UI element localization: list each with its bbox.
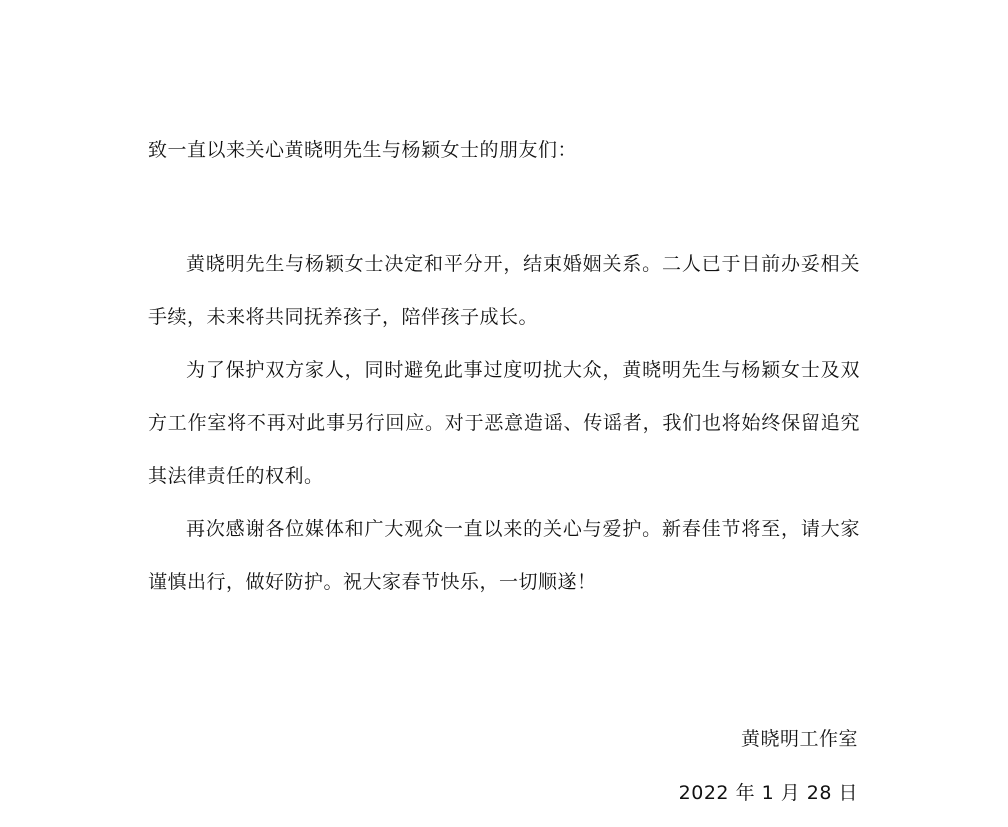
paragraph-1: 黄晓明先生与杨颖女士决定和平分开，结束婚姻关系。二人已于日前办妥相关手续，未来将共同抚养孩子，陪伴孩子成长。 xyxy=(148,253,860,328)
salutation: 致一直以来关心黄晓明先生与杨颖女士的朋友们： xyxy=(148,139,578,161)
signature-date: 2022 年 1 月 28 日 xyxy=(678,782,858,804)
signature-name: 黄晓明工作室 xyxy=(740,728,858,750)
letter-paragraphs xyxy=(148,238,860,609)
paragraph-2: 为了保护双方家人，同时避免此事过度叨扰大众，黄晓明先生与杨颖女士及双方工作室将不再对此事另行回应。对于恶意造谣、传谣者，我们也将始终保留追究其法律责任的权利。 xyxy=(148,359,860,487)
paragraph-3: 再次感谢各位媒体和广大观众一直以来的关心与爱护。新春佳节将至，请大家谨慎出行，做好防护。祝大家春节快乐，一切顺遂！ xyxy=(148,518,860,593)
letter-body xyxy=(148,132,860,609)
signature-block xyxy=(679,712,858,820)
